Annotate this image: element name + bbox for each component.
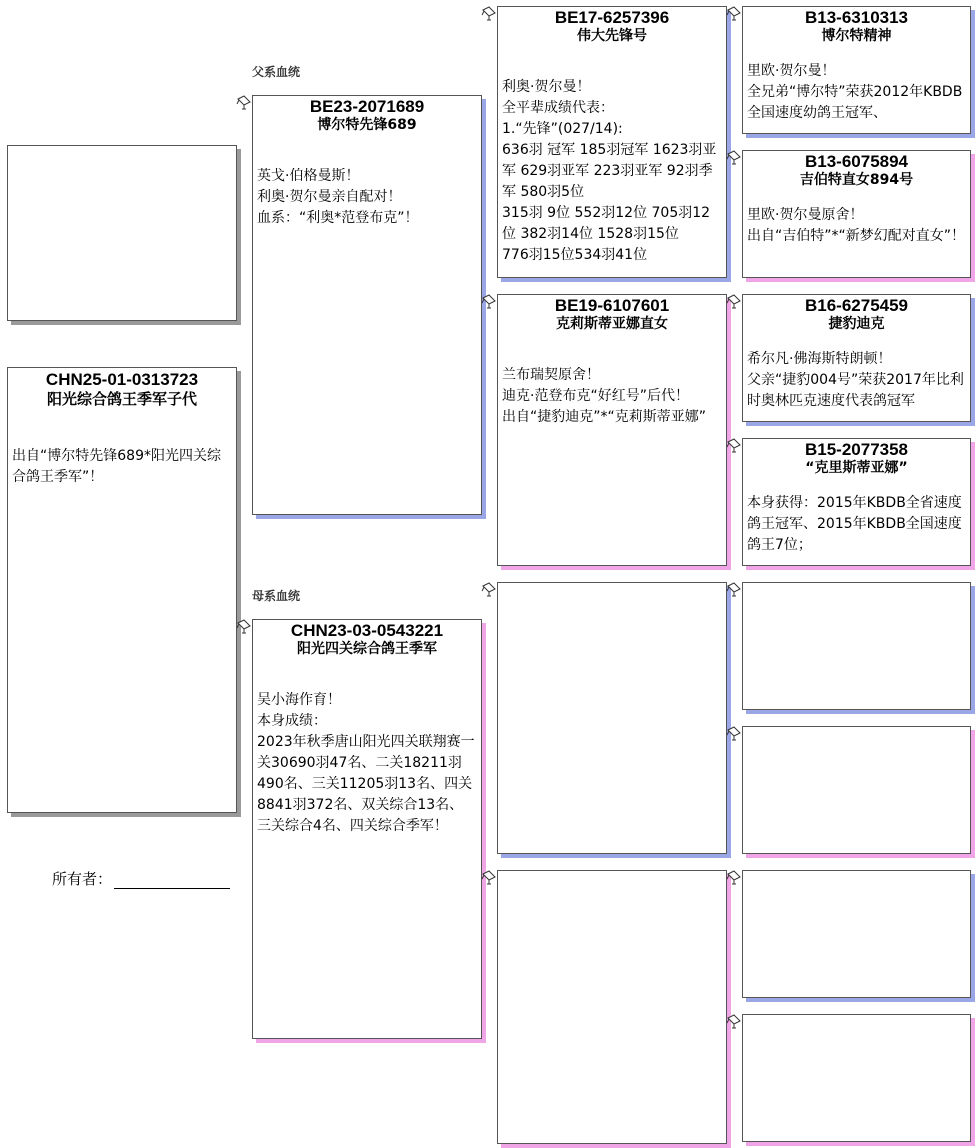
sds-name: 捷豹迪克 — [828, 315, 885, 332]
owner-label: 所有者： — [52, 870, 113, 888]
pin-icon — [236, 619, 252, 635]
pin-icon — [726, 1014, 742, 1030]
dam-ring-number: CHN23-03-0543221 — [290, 621, 444, 640]
sire-dam-dam-card[interactable] — [742, 438, 971, 566]
sss-name: 博尔特精神 — [821, 27, 892, 44]
sire-dam-description: 兰布瑞契原舍！ 迪克·范登布克“好红号”后代！ 出自“捷豹迪克”*“克莉斯蒂亚娜” — [502, 367, 707, 426]
subject-card[interactable] — [7, 367, 237, 813]
dam-dam-sire-card[interactable] — [742, 870, 971, 998]
pin-icon — [726, 150, 742, 166]
pin-icon — [726, 870, 742, 886]
sdd-name: “克里斯蒂亚娜” — [805, 459, 908, 476]
sire-sire-description: 利奥·贺尔曼！ 全平辈成绩代表： 1.“先锋”(027/14): 636羽 冠军 185羽冠军 1623羽亚军 629羽亚军 223羽亚军 92羽季军 580羽5位 315羽 9位 552羽12位 705羽12位 382羽14位 1528羽15位 776羽15位534羽41位 — [502, 79, 717, 264]
pin-icon — [726, 6, 742, 22]
pin-icon — [726, 582, 742, 598]
dam-card[interactable] — [252, 619, 482, 1039]
dam-dam-dam-card[interactable] — [742, 1014, 971, 1142]
sire-sire-name: 伟大先锋号 — [577, 27, 647, 44]
pin-icon — [726, 294, 742, 310]
dam-description: 吴小海作育！ 本身成绩： 2023年秋季唐山阳光四关联翔赛一关30690羽47名、二关18211羽490名、三关11205羽13名、四关8841羽372名、双关综合13名、三关综合4名、四关综合季军！ — [257, 692, 475, 835]
sds-description: 希尔凡·佛海斯特朗顿！ 父亲“捷豹004号”荣获2017年比利时奥林匹克速度代表鸽冠军 — [747, 351, 964, 410]
pin-icon — [481, 294, 497, 310]
dam-name: 阳光四关综合鸽王季军 — [297, 640, 437, 657]
sire-sire-dam-card[interactable] — [742, 150, 971, 278]
dam-section-label: 母系血统 — [252, 589, 301, 603]
owner-field[interactable] — [52, 868, 230, 889]
sire-card[interactable] — [252, 95, 482, 515]
sss-description: 里欧·贺尔曼！ 全兄弟“博尔特”荣获2012年KBDB全国速度幼鸽王冠军、 — [747, 63, 963, 122]
pin-icon — [481, 6, 497, 22]
subject-ring-number: CHN25-01-0313723 — [45, 370, 199, 389]
owner-input-line[interactable] — [114, 874, 230, 889]
sire-sire-card[interactable] — [497, 6, 727, 278]
sire-ring-number: BE23-2071689 — [309, 97, 425, 116]
pin-icon — [726, 438, 742, 454]
sire-dam-name: 克莉斯蒂亚娜直女 — [556, 315, 668, 332]
sire-sire-sire-card[interactable] — [742, 6, 971, 134]
sdd-description: 本身获得：2015年KBDB全省速度鸽王冠军、2015年KBDB全国速度鸽王7位； — [747, 495, 962, 554]
subject-description: 出自“博尔特先锋689*阳光四关综合鸽王季军”！ — [12, 447, 221, 485]
dam-sire-dam-card[interactable] — [742, 726, 971, 854]
sire-section-label: 父系血统 — [252, 65, 301, 79]
pin-icon — [726, 726, 742, 742]
pin-icon — [481, 582, 497, 598]
dam-sire-card[interactable] — [497, 582, 727, 854]
ssd-name: 吉伯特直女894号 — [799, 171, 914, 188]
photo-placeholder[interactable] — [7, 145, 237, 321]
pin-icon — [481, 870, 497, 886]
sire-description: 英戈·伯格曼斯！ 利奥·贺尔曼亲自配对！ 血系：“利奥*范登布克”！ — [257, 168, 419, 227]
sire-dam-ring-number: BE19-6107601 — [554, 296, 670, 315]
sdd-ring-number: B15-2077358 — [804, 440, 909, 459]
ssd-description: 里欧·贺尔曼原舍！ 出自“吉伯特”*“新梦幻配对直女”！ — [747, 207, 966, 245]
subject-name: 阳光综合鸽王季军子代 — [46, 389, 197, 408]
sire-sire-ring-number: BE17-6257396 — [554, 8, 670, 27]
sss-ring-number: B13-6310313 — [804, 8, 909, 27]
dam-dam-card[interactable] — [497, 870, 727, 1144]
sire-dam-sire-card[interactable] — [742, 294, 971, 422]
sire-name: 博尔特先锋689 — [317, 116, 417, 133]
dam-sire-sire-card[interactable] — [742, 582, 971, 710]
sds-ring-number: B16-6275459 — [804, 296, 909, 315]
sire-dam-card[interactable] — [497, 294, 727, 566]
pin-icon — [236, 95, 252, 111]
ssd-ring-number: B13-6075894 — [804, 152, 909, 171]
